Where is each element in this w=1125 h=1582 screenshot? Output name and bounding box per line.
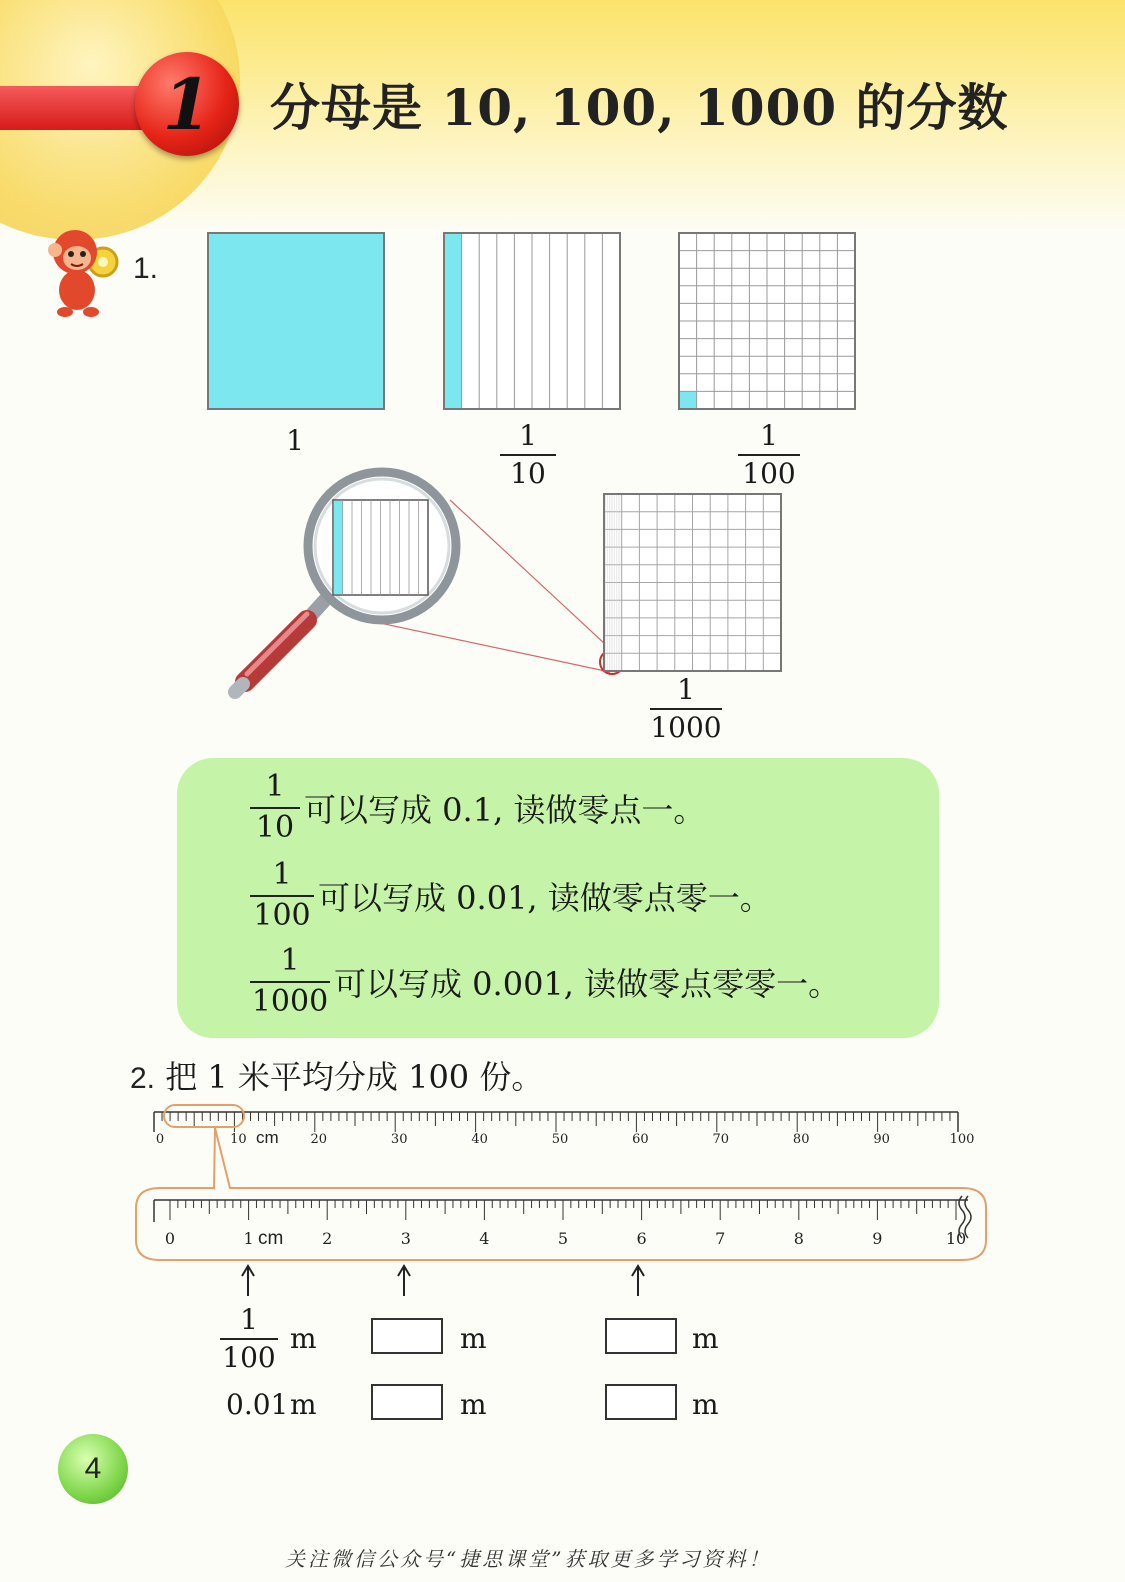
ruler-tick-label: 2 [322, 1229, 333, 1248]
answer-box-3cm-decimal[interactable] [371, 1384, 443, 1420]
watermark-text: 关注微信公众号“捷思课堂”获取更多学习资料！ [285, 1547, 772, 1571]
note-text: 可以写成 0.01, 读做零点零一。 [318, 878, 772, 917]
lesson-number-badge: 1 [135, 52, 239, 156]
pointer-arrows [236, 1262, 656, 1302]
fraction-denominator: 100 [742, 457, 796, 491]
ruler-tick-label: 0 [164, 1229, 176, 1248]
square-tenths [443, 232, 621, 410]
square-hundredths [678, 232, 856, 410]
note-line-tenth [250, 770, 705, 845]
ruler-tick-label: 20 [310, 1132, 328, 1147]
ruler-tick-label: 1 [243, 1229, 254, 1248]
magnifier-handle-icon [235, 600, 325, 692]
zoom-highlight [164, 1105, 244, 1127]
square-thousandths [603, 493, 782, 672]
ruler-tick-label: 9 [872, 1229, 883, 1248]
ruler-tick-label: 40 [471, 1132, 488, 1147]
ruler-tick-label: 90 [873, 1132, 890, 1147]
note-fraction [250, 770, 300, 845]
unit-label: m [460, 1322, 487, 1355]
fraction-denominator: 100 [253, 897, 311, 933]
square-whole [207, 232, 385, 410]
fraction-bar [220, 1338, 278, 1340]
unit-label: m [692, 1388, 719, 1421]
fraction-numerator: 1 [677, 673, 695, 706]
fraction-bar [650, 708, 722, 710]
fraction-numerator: 1 [280, 943, 300, 978]
monkey-mascot-icon [45, 220, 135, 320]
ruler-tick-label: 5 [557, 1229, 569, 1248]
ruler-tick-label: 100 [949, 1132, 975, 1147]
note-line-hundredth [250, 858, 772, 933]
ruler-zoom-unit: cm [258, 1228, 284, 1249]
unit-label: m [692, 1322, 719, 1355]
ruler-tick-label: 4 [479, 1229, 490, 1248]
answer-decimal-one-hundredth: 0.01 [226, 1388, 289, 1421]
ruler-top-unit: cm [256, 1128, 279, 1147]
ruler-tick-label: 70 [712, 1132, 730, 1147]
fraction-bar [250, 981, 330, 983]
unit-label: m [290, 1322, 317, 1355]
fraction-denominator: 10 [510, 457, 546, 491]
answer-box-6cm-decimal[interactable] [605, 1384, 677, 1420]
page-number: 4 [58, 1434, 128, 1504]
fraction-bar [250, 895, 314, 897]
fraction-numerator: 1 [272, 857, 292, 892]
question-1-number: 1. [133, 252, 159, 285]
lesson-title: 分母是 10, 100, 1000 的分数 [270, 78, 1009, 137]
unit-label: m [290, 1388, 317, 1421]
answer-fraction-one-hundredth [220, 1304, 278, 1374]
ruler-tick-label: 50 [551, 1132, 569, 1147]
fraction-denominator: 1000 [650, 711, 722, 745]
unit-label: m [460, 1388, 487, 1421]
ruler-tick-label: 6 [636, 1229, 647, 1248]
ruler-tick-label: 10 [230, 1132, 247, 1147]
fraction-bar [250, 807, 300, 809]
note-fraction [250, 858, 314, 933]
note-fraction [250, 944, 330, 1019]
note-text: 可以写成 0.1, 读做零点一。 [304, 790, 706, 829]
fraction-denominator: 10 [255, 809, 295, 845]
note-line-thousandth [250, 944, 840, 1019]
fraction-numerator: 1 [240, 1303, 258, 1336]
answer-box-6cm-fraction[interactable] [605, 1318, 677, 1354]
fraction-bar [500, 454, 556, 456]
ruler-tick-label: 80 [792, 1132, 810, 1147]
ruler-tick-label: 8 [793, 1229, 804, 1248]
question-2 [130, 1052, 543, 1098]
magnifier-connector-top [450, 500, 605, 644]
magnifier-connector-bottom [375, 622, 610, 672]
fraction-numerator: 1 [265, 769, 285, 804]
fraction-denominator: 1000 [251, 983, 329, 1019]
square-whole-label: 1 [286, 424, 304, 457]
ruler-tick-label: 0 [155, 1132, 165, 1147]
fraction-bar [738, 454, 800, 456]
ruler-tick-label: 7 [715, 1229, 726, 1248]
ruler-tick-label: 30 [390, 1132, 408, 1147]
fraction-denominator: 100 [222, 1341, 276, 1375]
ruler-tick-label: 3 [400, 1229, 411, 1248]
question-2-number: 2. [130, 1062, 156, 1095]
ruler-tick-label: 60 [632, 1132, 649, 1147]
answer-box-3cm-fraction[interactable] [371, 1318, 443, 1354]
ruler-tick-label: 10 [945, 1229, 967, 1248]
fraction-numerator: 1 [760, 419, 778, 452]
note-text: 可以写成 0.001, 读做零点零零一。 [334, 964, 841, 1003]
fraction-one-thousandth [650, 674, 722, 744]
question-2-text: 把 1 米平均分成 100 份。 [165, 1058, 544, 1096]
ruler-one-meter [154, 1112, 974, 1147]
fraction-numerator: 1 [519, 419, 537, 452]
magnified-tenths-square [333, 500, 428, 595]
